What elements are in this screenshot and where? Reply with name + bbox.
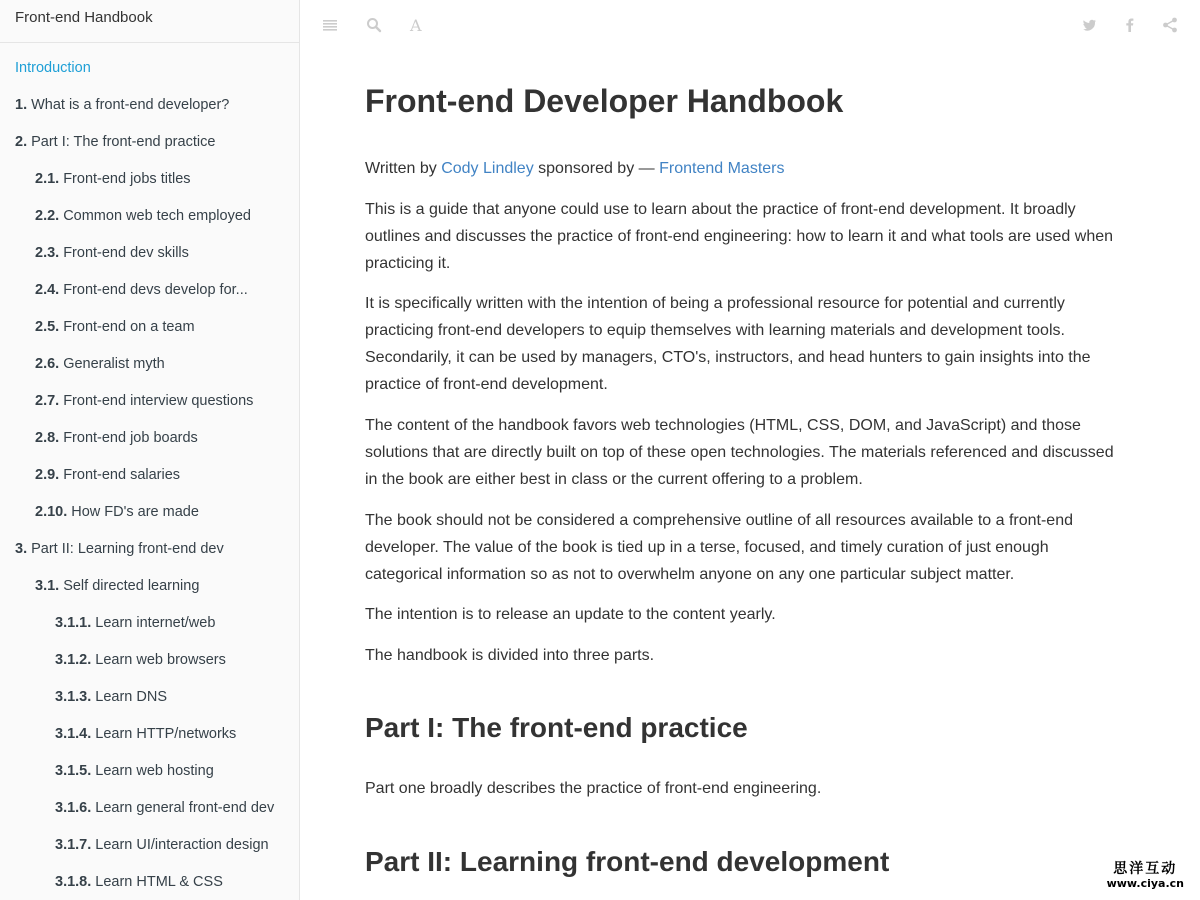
font-icon[interactable] [407, 15, 427, 35]
sidebar-item-label: Part I: The front-end practice [31, 134, 216, 150]
sidebar-item-label: Learn web browsers [95, 652, 226, 668]
sidebar-item-label: Front-end salaries [63, 467, 181, 483]
sidebar-item-number: 1. [15, 97, 28, 113]
menu-icon[interactable] [320, 15, 340, 35]
sidebar-item[interactable] [0, 753, 299, 790]
watermark-url: www.ciya.cn [1106, 877, 1184, 890]
sidebar-item-label: Front-end on a team [63, 319, 195, 335]
watermark [1107, 861, 1184, 890]
sidebar-item-number: 2.8. [35, 430, 60, 446]
sidebar-item-number: 2.10. [35, 504, 68, 520]
sidebar-item[interactable] [0, 494, 299, 531]
part-1-paragraph: Part one broadly describes the practice of front-end engineering. [365, 780, 822, 797]
sidebar-item-label: How FD's are made [71, 504, 199, 520]
intro-paragraph: This is a guide that anyone could use to learn about the practice of front-end development. It broadly outlines and discusses the practice of front-end engineering: how to learn it and what tools are used when practicing it. [365, 201, 1114, 272]
sidebar-item-label: Front-end interview questions [63, 393, 254, 409]
toolbar [300, 0, 1200, 50]
table-of-contents [0, 43, 299, 900]
sidebar-item[interactable] [0, 531, 299, 568]
sidebar-item-number: 3.1.5. [55, 763, 92, 779]
part-2-heading: Part II: Learning front-end development [365, 846, 890, 877]
sidebar-item-label: Learn web hosting [95, 763, 214, 779]
sidebar-item-label: Common web tech employed [63, 208, 251, 224]
book-title[interactable]: Front-end Handbook [0, 0, 299, 43]
sidebar-item[interactable] [0, 87, 299, 124]
sidebar-item[interactable] [0, 198, 299, 235]
sidebar-item-label: Learn UI/interaction design [95, 837, 269, 853]
sidebar-item-number: 2.3. [35, 245, 60, 261]
sidebar-item[interactable] [0, 124, 299, 161]
sidebar-item-number: 2.5. [35, 319, 60, 335]
sidebar-item[interactable] [0, 346, 299, 383]
sidebar-item[interactable] [0, 790, 299, 827]
sidebar-item-label: Learn DNS [95, 689, 168, 705]
sidebar-item-number: 2. [15, 134, 28, 150]
sidebar-item-number: 3.1.3. [55, 689, 92, 705]
sidebar-item-number: 2.2. [35, 208, 60, 224]
byline [365, 155, 1125, 182]
twitter-icon[interactable] [1080, 15, 1100, 35]
sidebar-item-label: Learn general front-end dev [95, 800, 275, 816]
page-title: Front-end Developer Handbook [365, 83, 844, 119]
sidebar-item-label: Self directed learning [63, 578, 200, 594]
sidebar-item-number: 2.7. [35, 393, 60, 409]
byline-written-by: Written by [365, 160, 437, 177]
scope-paragraph: The book should not be considered a comprehensive outline of all resources available to a front-end developer. The value of the book is tied up in a terse, focused, and timely curation of just enough categorical information so as not to overwhelm anyone on any one particular subject matter. [365, 512, 1073, 583]
sidebar-item-number: 2.4. [35, 282, 60, 298]
watermark-chinese: 思洋互动 [1113, 861, 1178, 877]
sidebar-item-number: 3.1.1. [55, 615, 92, 631]
sidebar-item[interactable] [0, 457, 299, 494]
sidebar-item[interactable] [0, 272, 299, 309]
sidebar-item[interactable] [0, 679, 299, 716]
sidebar-item-label: Generalist myth [63, 356, 165, 372]
sidebar-item[interactable] [0, 420, 299, 457]
purpose-paragraph: It is specifically written with the intention of being a professional resource for potential and currently practicing front-end developers to equip themselves with learning materials and development tools. Secondarily, it can be used by managers, CTO's, instructors, and head hunters to gain insights into the practice of front-end development. [365, 295, 1091, 393]
sidebar-item-number: 3.1. [35, 578, 60, 594]
sidebar-item-label: Learn internet/web [95, 615, 216, 631]
sidebar-item[interactable] [0, 605, 299, 642]
sidebar-item-label: What is a front-end developer? [31, 97, 230, 113]
sidebar-item[interactable] [0, 568, 299, 605]
svg-text:A: A [410, 16, 422, 35]
sidebar-item[interactable] [0, 161, 299, 198]
sidebar-item-number: 3.1.8. [55, 874, 92, 890]
sidebar-item-number: 3. [15, 541, 28, 557]
sidebar-item-label: Learn HTTP/networks [95, 726, 237, 742]
sidebar-item-number: 2.1. [35, 171, 60, 187]
sidebar-item-label: Front-end dev skills [63, 245, 189, 261]
sidebar-item-number: 3.1.7. [55, 837, 92, 853]
sidebar [0, 0, 300, 900]
byline-sponsored-by: sponsored by — [538, 160, 655, 177]
sidebar-item-number: 2.6. [35, 356, 60, 372]
sidebar-item-label: Introduction [15, 60, 91, 76]
facebook-icon[interactable] [1120, 15, 1140, 35]
sidebar-item-number: 3.1.6. [55, 800, 92, 816]
sidebar-item[interactable] [0, 827, 299, 864]
sidebar-item-label: Learn HTML & CSS [95, 874, 223, 890]
sidebar-item[interactable] [0, 864, 299, 900]
sidebar-item-label: Part II: Learning front-end dev [31, 541, 224, 557]
sidebar-item-number: 3.1.4. [55, 726, 92, 742]
sidebar-item-label: Front-end devs develop for... [63, 282, 248, 298]
sidebar-item[interactable] [0, 383, 299, 420]
parts-paragraph: The handbook is divided into three parts. [365, 647, 655, 664]
sidebar-item-number: 2.9. [35, 467, 60, 483]
sidebar-item[interactable] [0, 309, 299, 346]
sidebar-item-label: Front-end job boards [63, 430, 198, 446]
update-paragraph: The intention is to release an update to the content yearly. [365, 606, 776, 623]
sidebar-item[interactable] [0, 235, 299, 272]
sidebar-item-number: 3.1.2. [55, 652, 92, 668]
content-paragraph: The content of the handbook favors web technologies (HTML, CSS, DOM, and JavaScript) and those solutions that are directly built on top of these open technologies. The materials referenced and discussed in the book are either best in class or the current offering to a problem. [365, 417, 1114, 488]
search-icon[interactable] [364, 15, 384, 35]
sidebar-item[interactable] [0, 642, 299, 679]
part-1-heading: Part I: The front-end practice [365, 712, 748, 743]
sidebar-item[interactable] [0, 50, 299, 87]
sidebar-item[interactable] [0, 716, 299, 753]
sponsor-link[interactable]: Frontend Masters [659, 160, 785, 177]
author-link[interactable]: Cody Lindley [441, 160, 534, 177]
share-icon[interactable] [1160, 15, 1180, 35]
sidebar-item-label: Front-end jobs titles [63, 171, 191, 187]
